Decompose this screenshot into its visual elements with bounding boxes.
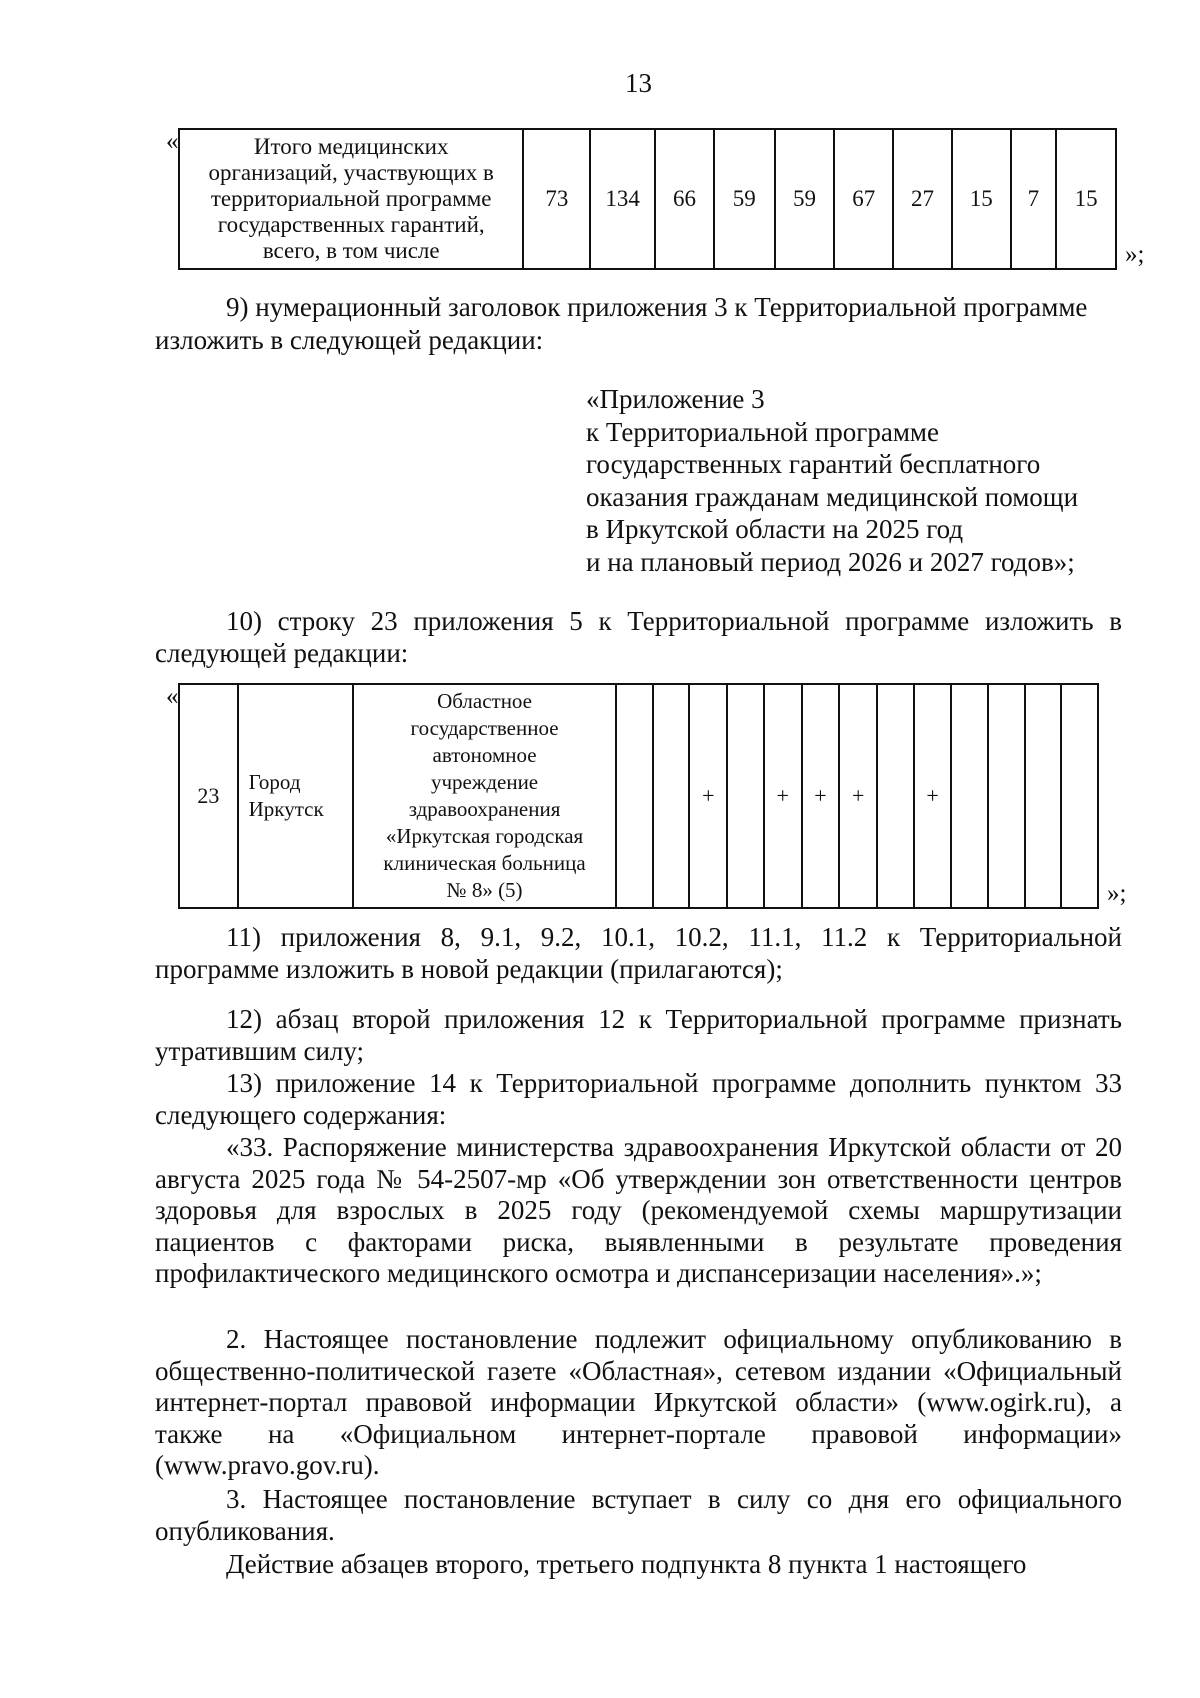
- heading-line: и на плановый период 2026 и 2027 годов»;: [586, 546, 1075, 577]
- mark-cell: +: [914, 684, 952, 908]
- heading-line: государственных гарантий бесплатного: [586, 449, 1041, 479]
- heading-line: к Территориальной программе: [586, 416, 939, 447]
- name-line: Областное: [437, 689, 533, 713]
- totals-label-cell: [179, 129, 523, 269]
- value-cell: 67: [834, 129, 893, 269]
- appendix3-heading: [586, 383, 1146, 578]
- value-cell: 7: [1011, 129, 1057, 269]
- value-cell: 27: [893, 129, 952, 269]
- paragraph-11: 11) приложения 8, 9.1, 9.2, 10.1, 10.2, 11.1, 11.2 к Территориальной программе изложить в новой редакции (прилагаются);: [155, 922, 1122, 984]
- mark-cell: [877, 684, 914, 908]
- label-line: территориальной программе: [210, 186, 492, 211]
- mark-cell: [727, 684, 764, 908]
- row-number-cell: 23: [179, 684, 238, 908]
- city-line: Иркутск: [248, 797, 324, 821]
- label-line: всего, в том числе: [262, 238, 440, 263]
- label-line: организаций, участвующих в: [208, 160, 494, 185]
- name-line: клиническая больница: [383, 851, 586, 875]
- name-line: № 8» (5): [446, 878, 523, 902]
- name-line: государственное: [410, 716, 559, 740]
- table2-close-quote: »;: [1107, 880, 1127, 907]
- item9-line2: изложить в следующей редакции:: [155, 325, 544, 355]
- name-line: автономное: [432, 743, 537, 767]
- item10-line1: 10) строку 23 приложения 5 к Территориальной программе изложить в: [226, 606, 1122, 636]
- label-line: Итого медицинских: [253, 134, 449, 159]
- mark-cell: [653, 684, 690, 908]
- paragraph-last: Действие абзацев второго, третьего подпункта 8 пункта 1 настоящего: [226, 1549, 1027, 1579]
- paragraph-33: «33. Распоряжение министерства здравоохранения Иркутской области от 20 августа 2025 года № 54-2507-мр «Об утверждении зон ответственности центров здоровья для взрослых в 2025 году (рекомендуемой схемы маршрутизации пациентов с факторами риска, выявленными в результате проведения профилактического медицинского осмотра и диспансеризации населения».»;: [155, 1132, 1122, 1288]
- paragraph-3: 3. Настоящее постановление вступает в силу со дня его официального опубликования.: [155, 1484, 1122, 1546]
- mark-cell: +: [839, 684, 877, 908]
- heading-line: оказания гражданам медицинской помощи: [586, 481, 1079, 512]
- mark-cell: +: [802, 684, 840, 908]
- paragraph-2: 2. Настоящее постановление подлежит официальному опубликованию в общественно-политической газете «Областная», сетевом издании «Официальный интернет-портал правовой информации Иркутской области» (www.ogirk.ru), а также на «Официальном интернет-портале правовой информации» (www.pravo.gov.ru).: [155, 1324, 1122, 1480]
- value-cell: 15: [952, 129, 1011, 269]
- name-line: «Иркутская городская: [385, 824, 584, 848]
- value-cell: 134: [590, 129, 655, 269]
- page-number: 13: [625, 68, 652, 98]
- value-cell: 59: [775, 129, 835, 269]
- mark-cell: [1061, 684, 1098, 908]
- mark-cell: [1025, 684, 1062, 908]
- paragraph-13: 13) приложение 14 к Территориальной программе дополнить пунктом 33 следующего содержания:: [155, 1068, 1122, 1130]
- value-cell: 15: [1056, 129, 1116, 269]
- organization-name-cell: [353, 684, 616, 908]
- city-line: Город: [248, 770, 301, 794]
- city-cell: [238, 684, 353, 908]
- table1-close-quote: »;: [1125, 241, 1145, 268]
- table1-open-quote: «: [166, 128, 179, 155]
- value-cell: 66: [655, 129, 714, 269]
- table2-open-quote: «: [166, 683, 179, 710]
- mark-cell: [616, 684, 653, 908]
- table-row: [179, 129, 1116, 269]
- paragraph-12: 12) абзац второй приложения 12 к Территориальной программе признать утратившим силу;: [155, 1004, 1122, 1066]
- mark-cell: [988, 684, 1025, 908]
- heading-line: в Иркутской области на 2025 год: [586, 514, 964, 544]
- value-cell: 59: [714, 129, 775, 269]
- hospital-row-table: [178, 683, 1099, 909]
- heading-line: «Приложение 3: [586, 384, 765, 414]
- name-line: учреждение: [430, 770, 539, 794]
- mark-cell: +: [689, 684, 727, 908]
- value-cell: 73: [523, 129, 590, 269]
- table-row: [179, 684, 1098, 908]
- label-line: государственных гарантий,: [217, 212, 485, 237]
- name-line: здравоохранения: [408, 797, 561, 821]
- mark-cell: +: [764, 684, 802, 908]
- totals-table: [178, 128, 1117, 270]
- mark-cell: [951, 684, 988, 908]
- item10-line2: следующей редакции:: [155, 638, 409, 668]
- item9-line1: 9) нумерационный заголовок приложения 3 к Территориальной программе: [226, 292, 1088, 322]
